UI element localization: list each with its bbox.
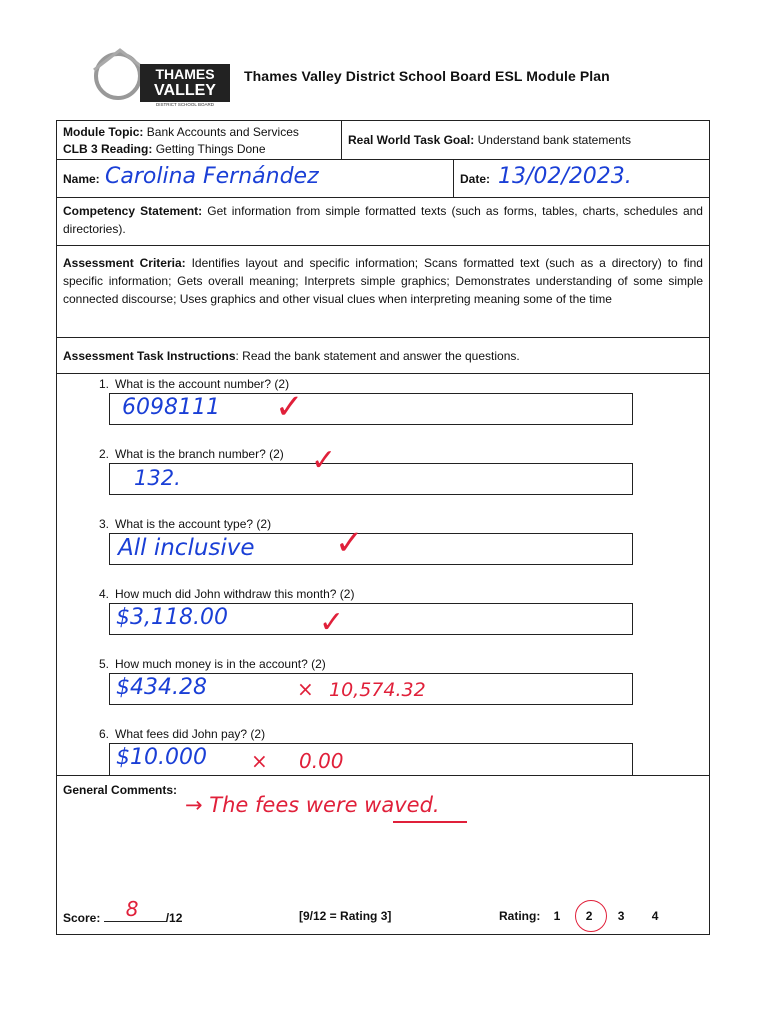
clb-label: CLB 3 Reading: xyxy=(63,142,153,156)
clb-value: Getting Things Done xyxy=(155,142,266,156)
question-number: 4. xyxy=(98,587,109,601)
topic-row xyxy=(57,121,709,160)
answer-box-3[interactable] xyxy=(109,533,633,565)
score-total: /12 xyxy=(165,911,183,925)
answer-2: 132. xyxy=(134,466,181,490)
topic-value: Bank Accounts and Services xyxy=(146,125,299,139)
criteria-label: Assessment Criteria: xyxy=(63,256,186,270)
score-value: 8 xyxy=(125,897,139,921)
question-number: 3. xyxy=(98,517,109,531)
comments-label: General Comments: xyxy=(63,783,178,797)
date-label: Date: xyxy=(460,172,491,186)
answer-box-4[interactable] xyxy=(109,603,633,635)
score-line[interactable] xyxy=(104,897,166,922)
goal-label: Real World Task Goal: xyxy=(348,133,475,147)
score-field xyxy=(63,897,183,925)
correction-6: 0.00 xyxy=(299,749,344,773)
correction-5: 10,574.32 xyxy=(329,679,426,701)
logo-text-1: THAMES xyxy=(155,66,215,82)
check-mark-2: ✓ xyxy=(311,444,337,477)
logo-text-2: VALLEY xyxy=(154,82,216,99)
answer-box-2[interactable] xyxy=(109,463,633,495)
date-cell[interactable] xyxy=(453,160,711,197)
criteria-text: Identifies layout and specific information; Scans formatted text (such as a directory) to find specific information; Gets overall meaning; Interprets simple graphics; Demonstrates understanding of some simple connected discourse; Uses graphics and other visual clues when interpreting meaning some of the time xyxy=(63,256,703,306)
rating-label: Rating: xyxy=(499,909,541,923)
question-text: How much money is in the account? (2) xyxy=(115,657,326,671)
answer-6: $10.000 xyxy=(116,745,207,770)
selected-rating-circle xyxy=(575,900,607,932)
answer-3: All inclusive xyxy=(118,535,255,561)
competency-row xyxy=(57,198,709,246)
answer-box-6[interactable] xyxy=(109,743,633,775)
competency-statement xyxy=(57,198,709,242)
topic-cell xyxy=(57,121,341,159)
question-text: What is the account number? (2) xyxy=(115,377,290,391)
tvdsb-logo xyxy=(90,42,240,108)
name-label: Name: xyxy=(63,172,100,186)
comments-text[interactable]: → The fees were waved. xyxy=(185,793,440,817)
rating-option-3[interactable]: 3 xyxy=(617,909,625,923)
rating-option-4[interactable]: 4 xyxy=(651,909,659,923)
question-text: How much did John withdraw this month? (2) xyxy=(115,587,355,601)
competency-text: Get information from simple formatted texts (such as forms, tables, charts, schedules and directories). xyxy=(63,204,703,236)
x-mark-5: × xyxy=(297,677,314,701)
name-cell[interactable] xyxy=(57,160,453,197)
question-number: 6. xyxy=(98,727,109,741)
rating-option-2-label: 2 xyxy=(585,909,593,923)
name-value: Carolina Fernández xyxy=(105,164,319,189)
answer-5: $434.28 xyxy=(116,675,207,700)
topic-label: Module Topic: xyxy=(63,125,144,139)
question-number: 1. xyxy=(98,377,109,391)
rating-option-1[interactable]: 1 xyxy=(553,909,561,923)
check-mark-4: ✓ xyxy=(319,606,345,639)
module-plan-form xyxy=(56,120,710,935)
rating-field xyxy=(499,909,658,923)
date-value: 13/02/2023. xyxy=(498,164,632,189)
answer-4: $3,118.00 xyxy=(116,605,228,630)
document-title: Thames Valley District School Board ESL Module Plan xyxy=(244,68,610,84)
question-text: What is the account type? (2) xyxy=(115,517,272,531)
score-label: Score: xyxy=(63,911,101,925)
question-number: 5. xyxy=(98,657,109,671)
answer-1: 6098111 xyxy=(122,395,220,420)
instructions-text: : Read the bank statement and answer the questions. xyxy=(235,349,520,363)
comments-divider xyxy=(57,775,709,776)
rating-note: [9/12 = Rating 3] xyxy=(299,909,392,923)
competency-label: Competency Statement: xyxy=(63,204,203,218)
question-text: What fees did John pay? (2) xyxy=(115,727,266,741)
comment-underline xyxy=(393,821,467,823)
criteria-row xyxy=(57,246,709,338)
answer-box-1[interactable] xyxy=(109,393,633,425)
x-mark-6: × xyxy=(251,749,268,773)
logo-text-3: DISTRICT SCHOOL BOARD xyxy=(155,102,215,107)
question-text: What is the branch number? (2) xyxy=(115,447,284,461)
rating-option-2[interactable] xyxy=(586,909,596,923)
question-number: 2. xyxy=(98,447,109,461)
check-mark-1: ✓ xyxy=(275,388,304,426)
assessment-criteria xyxy=(57,246,709,312)
goal-value: Understand bank statements xyxy=(477,133,632,147)
goal-cell xyxy=(341,121,711,159)
instructions-row xyxy=(57,338,709,374)
check-mark-3: ✓ xyxy=(335,524,364,562)
name-row xyxy=(57,160,709,198)
instructions-label: Assessment Task Instructions xyxy=(63,349,236,363)
task-instructions xyxy=(57,338,709,369)
